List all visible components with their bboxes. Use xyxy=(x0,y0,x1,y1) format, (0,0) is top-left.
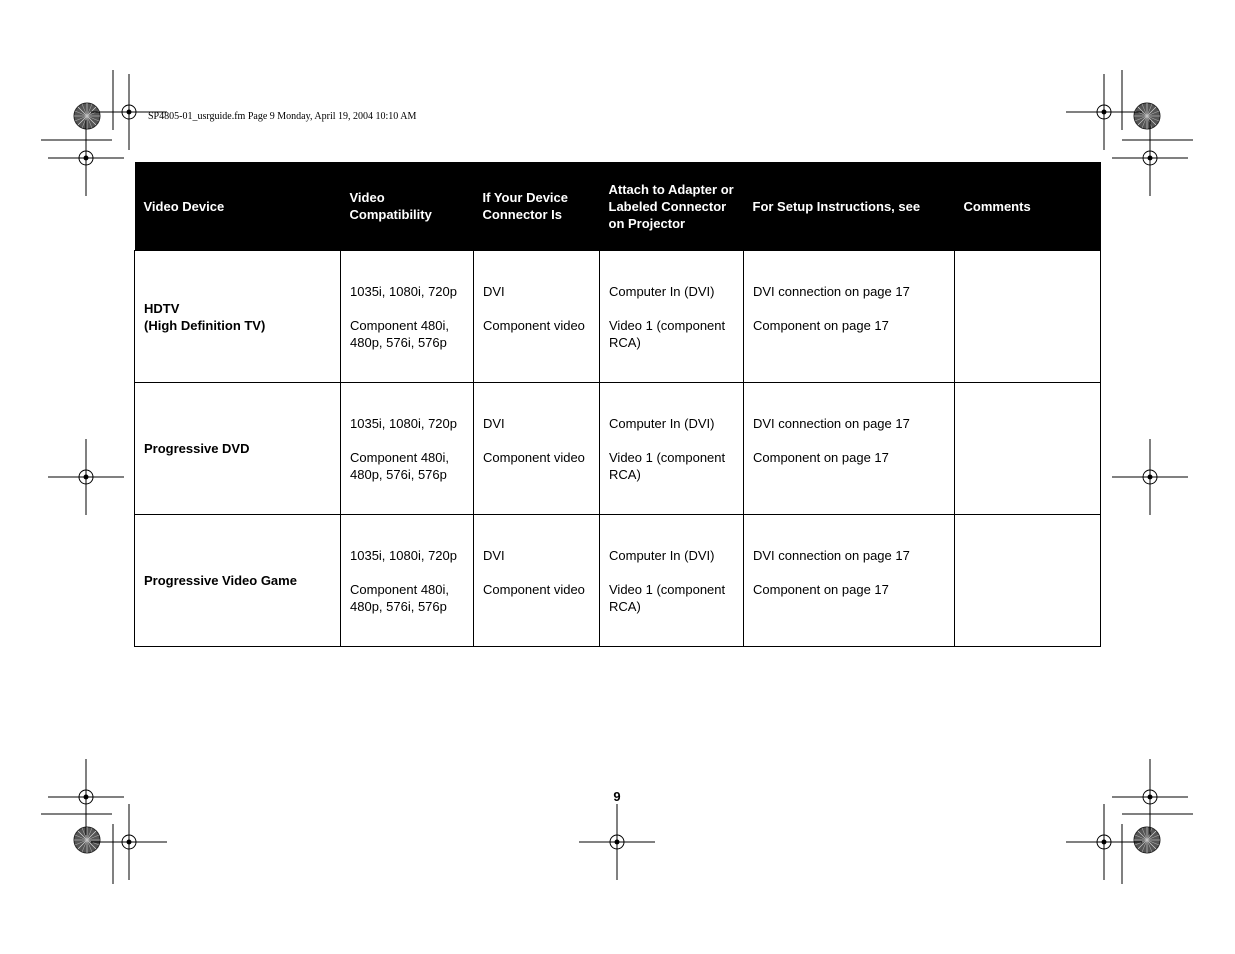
table-header-row xyxy=(135,162,1101,251)
connector-value: Component video xyxy=(483,449,585,465)
connector-value: Component video xyxy=(483,317,585,333)
sunburst-mark-icon xyxy=(74,103,100,129)
setup-cell xyxy=(744,383,955,515)
attach-value: Computer In (DVI) xyxy=(609,283,715,299)
setup-value: DVI connection on page 17 xyxy=(753,283,910,299)
crosshair-mark-icon xyxy=(579,804,655,880)
connector-value: DVI xyxy=(483,415,505,431)
setup-value: DVI connection on page 17 xyxy=(753,547,910,563)
crosshair-mark-icon xyxy=(1112,439,1188,515)
compatibility-value: 1035i, 1080i, 720p xyxy=(350,547,457,563)
compatibility-value: Component 480i, 480p, 576i, 576p xyxy=(350,449,450,482)
header-setup-instructions: For Setup Instructions, see xyxy=(744,162,955,251)
device-name: Progressive Video Game xyxy=(144,573,297,588)
connector-cell xyxy=(474,515,600,647)
device-name: HDTV xyxy=(144,300,180,316)
device-cell xyxy=(135,515,341,647)
table-row xyxy=(135,251,1101,383)
sunburst-mark-icon xyxy=(1134,827,1160,853)
comments-cell xyxy=(955,251,1101,383)
sunburst-mark-icon xyxy=(1134,103,1160,129)
connector-value: Component video xyxy=(483,581,585,597)
device-subname: (High Definition TV) xyxy=(144,317,266,333)
setup-value: DVI connection on page 17 xyxy=(753,415,910,431)
compatibility-value: 1035i, 1080i, 720p xyxy=(350,415,457,431)
attach-value: Computer In (DVI) xyxy=(609,415,715,431)
crosshair-mark-icon xyxy=(48,120,124,196)
comments-cell xyxy=(955,383,1101,515)
compatibility-cell xyxy=(341,383,474,515)
attach-cell xyxy=(600,383,744,515)
connector-cell xyxy=(474,251,600,383)
compatibility-value: Component 480i, 480p, 576i, 576p xyxy=(350,317,450,350)
compatibility-value: 1035i, 1080i, 720p xyxy=(350,283,457,299)
attach-cell xyxy=(600,515,744,647)
table-row xyxy=(135,383,1101,515)
attach-value: Video 1 (component RCA) xyxy=(609,581,726,614)
device-name: Progressive DVD xyxy=(144,441,250,456)
setup-cell xyxy=(744,251,955,383)
crosshair-mark-icon xyxy=(1112,759,1188,835)
sunburst-mark-icon xyxy=(74,827,100,853)
crosshair-mark-icon xyxy=(48,439,124,515)
device-cell xyxy=(135,251,341,383)
crosshair-mark-icon xyxy=(1066,74,1142,150)
running-header: SP4805-01_usrguide.fm Page 9 Monday, April 19, 2004 10:10 AM xyxy=(148,111,417,122)
compatibility-value: Component 480i, 480p, 576i, 576p xyxy=(350,581,450,614)
header-comments: Comments xyxy=(955,162,1101,251)
setup-cell xyxy=(744,515,955,647)
comments-cell xyxy=(955,515,1101,647)
crosshair-mark-icon xyxy=(1066,804,1142,880)
attach-value: Video 1 (component RCA) xyxy=(609,317,726,350)
connector-cell xyxy=(474,383,600,515)
header-device-connector: If Your Device Connector Is xyxy=(474,162,600,251)
setup-value: Component on page 17 xyxy=(753,317,889,333)
attach-value: Video 1 (component RCA) xyxy=(609,449,726,482)
compatibility-cell xyxy=(341,515,474,647)
setup-value: Component on page 17 xyxy=(753,581,889,597)
header-projector-connector: Attach to Adapter or Labeled Connector on Projector xyxy=(600,162,744,251)
connector-value: DVI xyxy=(483,283,505,299)
attach-value: Computer In (DVI) xyxy=(609,547,715,563)
crosshair-mark-icon xyxy=(1112,120,1188,196)
header-video-device: Video Device xyxy=(135,162,341,251)
crosshair-mark-icon xyxy=(91,804,167,880)
header-video-compatibility: Video Compatibility xyxy=(341,162,474,251)
device-cell xyxy=(135,383,341,515)
setup-value: Component on page 17 xyxy=(753,449,889,465)
compatibility-cell xyxy=(341,251,474,383)
attach-cell xyxy=(600,251,744,383)
page-number: 9 xyxy=(613,789,621,804)
connector-value: DVI xyxy=(483,547,505,563)
video-device-table xyxy=(134,162,1101,647)
table-row xyxy=(135,515,1101,647)
crosshair-mark-icon xyxy=(48,759,124,835)
